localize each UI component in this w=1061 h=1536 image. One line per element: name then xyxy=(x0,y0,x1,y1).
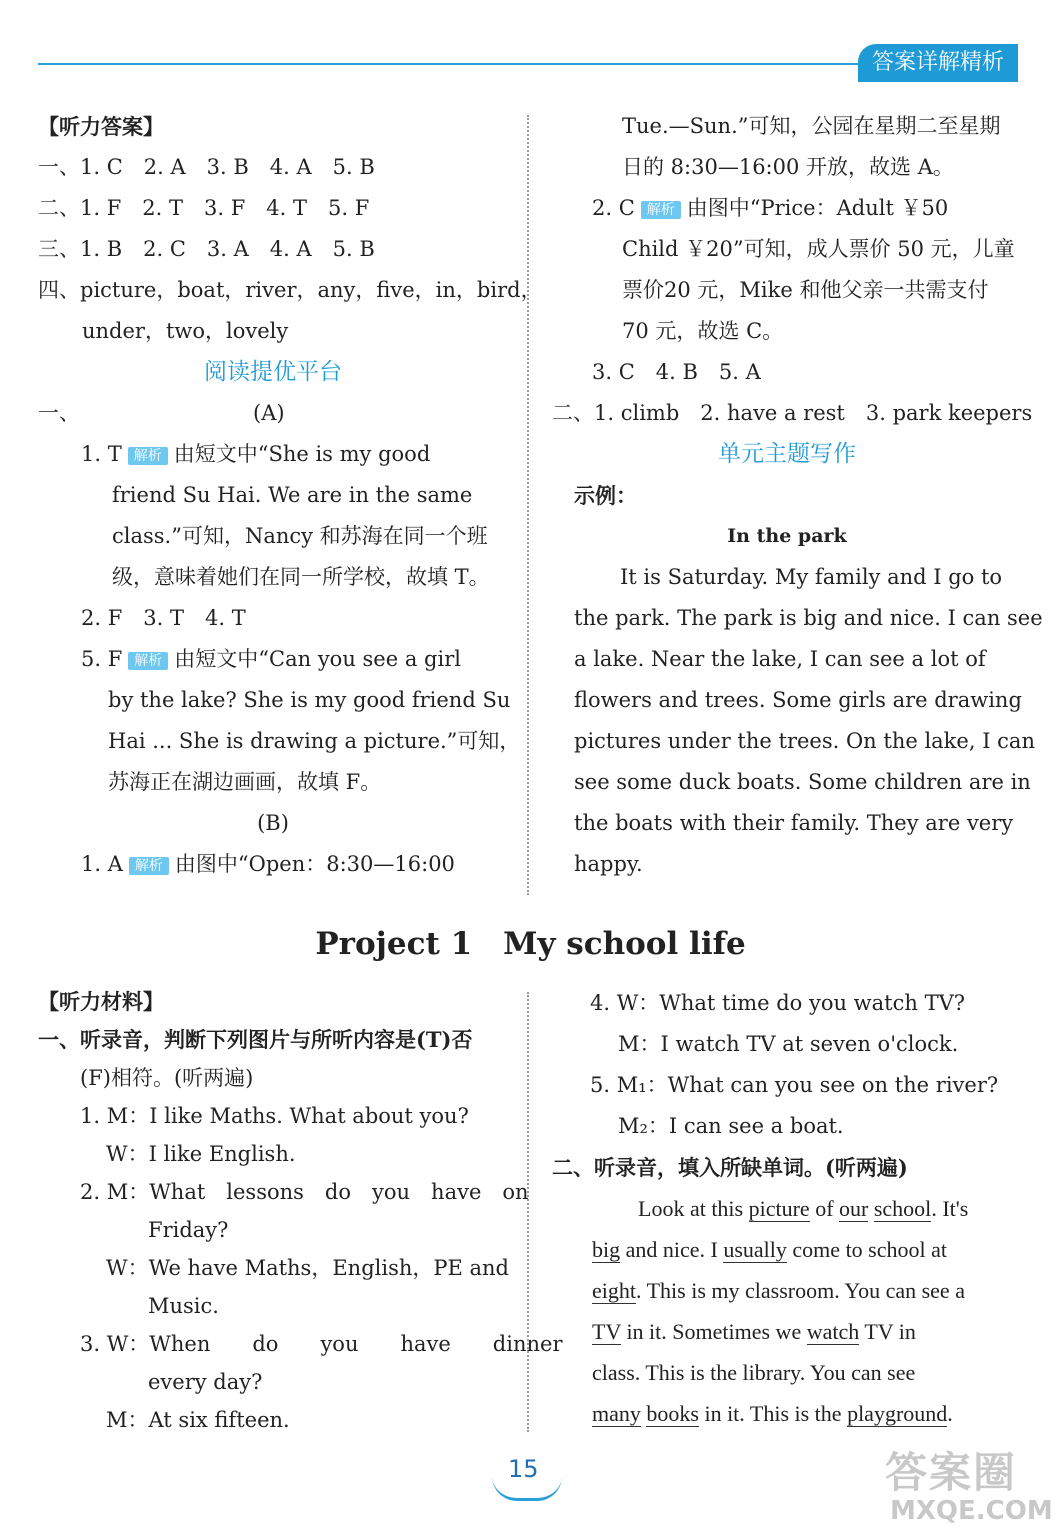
dialog-5b: M₂：I can see a boat. xyxy=(618,1114,844,1138)
blank-answer: many xyxy=(592,1401,641,1426)
analysis-tag: 解析 xyxy=(128,447,168,465)
text-line-5: class. This is the library. You can see xyxy=(592,1360,916,1385)
right-bottom-column xyxy=(552,983,1022,1434)
essay-title: In the park xyxy=(727,525,847,547)
q2-line-d: 70 元，故选 C。 xyxy=(622,319,784,343)
column-divider-bottom xyxy=(527,992,529,1432)
q2-answer: 2. C xyxy=(592,196,635,220)
example-label: 示例： xyxy=(574,483,637,508)
analysis-tag: 解析 xyxy=(129,857,169,875)
text-line-1: Look at this picture of our school. It's xyxy=(638,1196,969,1221)
essay-line-7: the boats with their family. They are very xyxy=(574,811,1014,835)
b1-text: 由图中“Open：8:30—16:00 xyxy=(174,852,455,876)
text-line-4: TV in it. Sometimes we watch TV in xyxy=(592,1319,916,1344)
essay-line-3: a lake. Near the lake, I can see a lot of xyxy=(574,647,986,671)
reading-b1 xyxy=(38,844,508,885)
answer-line-4a: 四、picture，boat，river，any，five，in，bird， xyxy=(38,278,542,302)
watermark-url: MXQE.COM xyxy=(890,1496,1053,1526)
dialog-4b: M：I watch TV at seven o'clock. xyxy=(618,1032,959,1056)
header-tag: 答案详解精析 xyxy=(858,44,1018,82)
dialog-5a: 5. M₁：What can you see on the river? xyxy=(590,1073,999,1097)
q5-line-b: by the lake? She is my good friend Su xyxy=(108,688,511,712)
part-1-instruction-a: 一、听录音，判断下列图片与所听内容是(T)否 xyxy=(38,1027,473,1052)
text-line-2: big and nice. I usually come to school at xyxy=(592,1237,947,1262)
page-number-decoration xyxy=(492,1476,562,1501)
answer-line-1: 一、1. C 2. A 3. B 4. A 5. B xyxy=(38,155,375,179)
q2-line-b: Child ￥20”可知，成人票价 50 元，儿童 xyxy=(622,237,1015,261)
q5-answer: 5. F xyxy=(81,647,123,671)
reading-q2 xyxy=(552,188,1022,229)
reading-q5 xyxy=(38,639,508,680)
column-divider-top xyxy=(527,115,529,895)
essay-line-5: pictures under the trees. On the lake, I can xyxy=(574,729,1035,753)
dialog-2c: W：We have Maths，English，PE and xyxy=(106,1256,509,1280)
listening-answers-title: 【听力答案】 xyxy=(38,114,164,139)
answer-line-4b: under，two，lovely xyxy=(82,319,289,343)
text-line-6: many books in it. This is the playground. xyxy=(592,1401,953,1426)
reading-section-title: 阅读提优平台 xyxy=(204,359,342,385)
q1-text: 由短文中“She is my good xyxy=(173,442,431,466)
r-line-2: 日的 8:30—16:00 开放，故选 A。 xyxy=(622,155,954,179)
part-2-answers: 二、1. climb 2. have a rest 3. park keepers xyxy=(552,401,1033,425)
q234-answers: 2. F 3. T 4. T xyxy=(81,606,246,630)
blank-answer: big xyxy=(592,1237,621,1262)
left-bottom-column xyxy=(38,983,563,1439)
blank-answer: our xyxy=(839,1196,869,1221)
q1-line-c: class.”可知，Nancy 和苏海在同一个班 xyxy=(112,524,488,548)
essay-line-4: flowers and trees. Some girls are drawing xyxy=(574,688,1022,712)
text-line-3: eight. This is my classroom. You can see a xyxy=(592,1278,965,1303)
dialog-3b: every day? xyxy=(148,1370,263,1394)
b1-answer: 1. A xyxy=(81,852,123,876)
dialog-3c: M：At six fifteen. xyxy=(106,1408,290,1432)
dialog-2d: Music. xyxy=(148,1294,219,1318)
reading-q1 xyxy=(38,434,508,475)
part-a-row xyxy=(38,393,508,434)
answer-line-2: 二、1. F 2. T 3. F 4. T 5. F xyxy=(38,196,370,220)
part-1-instruction-b: (F)相符。(听两遍) xyxy=(80,1066,254,1090)
left-top-column xyxy=(38,106,542,885)
dialog-3a: 3. W：When do you have dinner xyxy=(80,1332,563,1356)
q1-line-b: friend Su Hai. We are in the same xyxy=(112,483,473,507)
q345-answers: 3. C 4. B 5. A xyxy=(592,360,761,384)
dialog-2a: 2. M：What lessons do you have on xyxy=(80,1180,529,1204)
writing-section-title: 单元主题写作 xyxy=(718,441,856,467)
project-title: Project 1 My school life xyxy=(315,926,746,962)
q2-text: 由图中“Price：Adult ￥50 xyxy=(686,196,949,220)
dialog-2b: Friday? xyxy=(148,1218,229,1242)
blank-answer: playground xyxy=(847,1401,948,1426)
blank-answer: books xyxy=(646,1401,699,1426)
q5-text: 由短文中“Can you see a girl xyxy=(174,647,461,671)
watermark-logo: 答案圈 xyxy=(885,1448,1018,1497)
q5-line-d: 苏海正在湖边画画，故填 F。 xyxy=(108,770,382,794)
essay-line-8: happy. xyxy=(574,852,643,876)
q5-line-c: Hai ... She is drawing a picture.”可知， xyxy=(108,729,521,753)
essay-line-6: see some duck boats. Some children are in xyxy=(574,770,1031,794)
blank-answer: TV xyxy=(592,1319,621,1344)
dialog-4a: 4. W：What time do you watch TV? xyxy=(590,991,966,1015)
blank-answer: picture xyxy=(748,1196,810,1221)
r-line-1: Tue.—Sun.”可知，公园在星期二至星期 xyxy=(622,114,1001,138)
right-top-column xyxy=(552,106,1043,885)
answer-line-3: 三、1. B 2. C 3. A 4. A 5. B xyxy=(38,237,375,261)
header-rule xyxy=(38,63,858,65)
analysis-tag: 解析 xyxy=(128,652,168,670)
essay-line-1: It is Saturday. My family and I go to xyxy=(620,565,1003,589)
part-b-label: (B) xyxy=(257,811,289,835)
page-number: 15 xyxy=(508,1455,539,1483)
dialog-1b: W：I like English. xyxy=(106,1142,296,1166)
essay-line-2: the park. The park is big and nice. I can see xyxy=(574,606,1043,630)
blank-answer: usually xyxy=(723,1237,787,1262)
analysis-tag: 解析 xyxy=(641,201,681,219)
q1-line-d: 级，意味着她们在同一所学校，故填 T。 xyxy=(112,565,490,589)
blank-answer: watch xyxy=(806,1319,860,1344)
dialog-1a: 1. M：I like Maths. What about you? xyxy=(80,1104,469,1128)
q2-line-c: 票价20 元，Mike 和他父亲一共需支付 xyxy=(622,278,989,302)
blank-answer: eight xyxy=(592,1278,636,1303)
listening-material-title: 【听力材料】 xyxy=(38,989,164,1014)
q1-answer: 1. T xyxy=(81,442,122,466)
part-a-number: 一、 xyxy=(38,401,80,425)
part-a-label: (A) xyxy=(253,401,285,425)
blank-answer: school xyxy=(873,1196,932,1221)
part-2-instruction: 二、听录音，填入所缺单词。(听两遍) xyxy=(552,1155,908,1180)
